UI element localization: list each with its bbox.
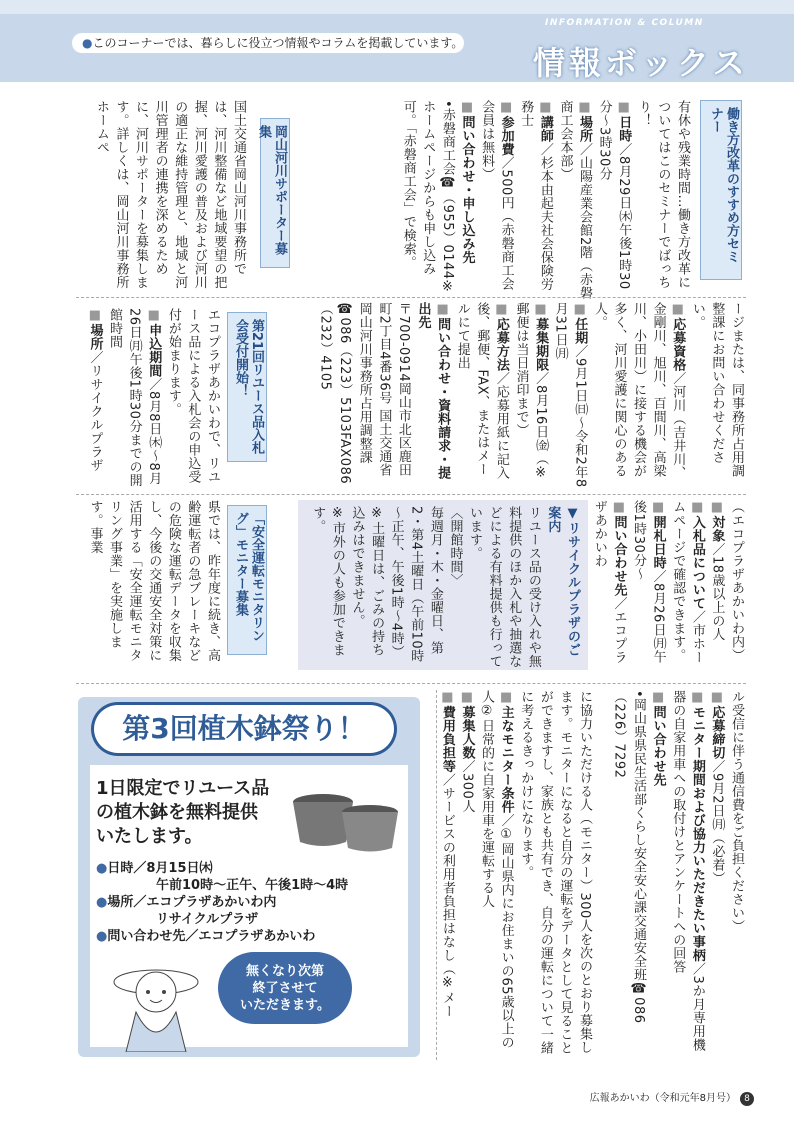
safe-num: ／300人 bbox=[459, 759, 475, 813]
page-title: 情報ボックス bbox=[533, 44, 749, 82]
auction-cont: （エコプラザあかいわ内） bbox=[729, 500, 744, 662]
plaza-note2: ※市外の人も参加できます。 bbox=[310, 506, 345, 657]
bubble-line1: 無くなり次第 bbox=[245, 964, 324, 979]
safe-deadline: ／9月2日㈪（必着） bbox=[709, 759, 725, 886]
festival-lead bbox=[96, 777, 269, 849]
seminar-fee: ／500円（赤磐商工会会員は無料） bbox=[479, 100, 514, 291]
auction-contact: ／エコプラザあかいわ bbox=[591, 500, 627, 664]
river-method-label: 応募方法 bbox=[493, 317, 509, 372]
auction-bid: ／市ホームページで確認できます。 bbox=[670, 500, 705, 664]
safe-cond-label: 主なモニター条件 bbox=[498, 705, 514, 814]
river-cont: ージまたは、同事務所占用調整課にお問い合わせください。 bbox=[689, 302, 744, 478]
bullet-icon: ● bbox=[96, 861, 108, 876]
auction-body: エコプラザあかいわで、リユース品による入札会の申込受付が始まります。 ■申込期間／8月8日㈭～8月26日㈪午後1時30分までの開館時間 ■場所／リサイクルプラザ bbox=[87, 308, 220, 487]
safe-fee-label: 費用負担等 bbox=[439, 705, 455, 773]
safe-fee: ／サービスの利用者負担はなし（※メー bbox=[439, 773, 455, 1018]
festival-place-2: リサイクルプラザ bbox=[156, 912, 259, 927]
auction-place-label: 場所 bbox=[87, 323, 103, 351]
auction-intro: エコプラザあかいわで、リユース品による入札会の申込受付が始まります。 bbox=[165, 308, 220, 484]
river-req-label: 応募資格 bbox=[670, 317, 686, 372]
auction-target-label: 対象 bbox=[709, 515, 725, 543]
festival-details bbox=[96, 860, 348, 945]
river-contact: 〒700-0914岡山市北区鹿田町2丁目4番36号 国土交通省岡山河川事務所占用調整課☎086（223）5103FAX086（232）4105 bbox=[317, 302, 411, 485]
plaza-heading: ▼リサイクルプラザのご案内 bbox=[545, 506, 580, 657]
gardener-illustration bbox=[106, 952, 206, 1052]
seminar-body: 有休や残業時間…働き方改革についてはこのセミナーでばっちり！ ■日時／8月29日㈭午後1時30分～3時30分 ■場所／山陽産業会館2階（赤磐商工会本部） ■講師／杉本由起夫社会保険労務士 ■参加費／500円（赤磐商工会会員は無料） ■問い合わせ・申し込み先 •赤磐商工会☎（955）0144※ホームページからも申し込み可。「赤磐商工会」で検索。 bbox=[400, 100, 690, 300]
seminar-lecturer: ／杉本由起夫社会保険労務士 bbox=[518, 100, 553, 291]
auction-contact-label: 問い合わせ先 bbox=[611, 515, 627, 597]
safe-cond: ／①岡山県内にお住まいの65歳以上の人②日常的に自家用車を運転する人 bbox=[479, 690, 514, 1050]
auction-app-label: 申込期間 bbox=[146, 323, 162, 378]
bullet-icon: ● bbox=[82, 36, 93, 50]
river-period-label: 募集期限 bbox=[533, 317, 549, 372]
intro-text: このコーナーでは、暮らしに役立つ情報やコラムを掲載しています。 bbox=[92, 36, 464, 50]
plaza-note1: ※土曜日は、ごみの持ち込みはできません。 bbox=[349, 506, 385, 657]
page-footer bbox=[590, 1089, 754, 1106]
river-supporter-details: ージまたは、同事務所占用調整課にお問い合わせください。 ■応募資格／河川（吉井川、金剛川、旭川、百間川、高梁川、小田川）に接する機会が多く、河川愛護に関心のある人。 ■任期／9月1日㈰～令和2年8月31日㈪ ■募集期限／8月16日㈮（※郵便は当日消印まで） ■応募方法／応募用紙に記入後、郵便、FAX、またはメールにて提出 ■問い合わせ・資料請求・提出先 〒700-0914岡山市北区鹿田町2丁目4番36号 国土交通省岡山河川事務所占用調整課☎086（223）5103FAX086（232）4105 bbox=[317, 302, 744, 488]
festival-lead-line3: いたします。 bbox=[96, 826, 203, 847]
seminar-contact-label: 問い合わせ・申し込み先 bbox=[459, 115, 475, 264]
river-req: ／河川（吉井川、金剛川、旭川、百間川、高梁川、小田川）に接する機会が多く、河川愛護に関心のある人。 bbox=[591, 302, 686, 480]
safe-driving-body: 県では、昨年度に続き、高齢運転者の急ブレーキなどの危険な運転データを収集し、今後の交通安全対策に活用する「安全運転モニタリング事業」を実施します。事業 bbox=[87, 500, 220, 662]
auction-app: ／8月8日㈭～8月26日㈪午後1時30分までの開館時間 bbox=[107, 308, 162, 487]
intro-banner bbox=[72, 33, 464, 53]
safe-num-label: 募集人数 bbox=[459, 705, 475, 760]
seminar-lecturer-label: 講師 bbox=[537, 115, 553, 143]
auction-date-label: 開札日時 bbox=[650, 515, 666, 570]
river-supporter-body: 国土交通省岡山河川事務所では、河川整備など地域要望の把握、河川愛護の普及および河川の適正な維持管理と、地域と河川管理者の連携を深めるために、河川サポーターを募集します。詳しくは、岡山河川事務所ホームペ bbox=[93, 100, 246, 289]
divider bbox=[76, 683, 746, 684]
festival-contact-label: 問い合わせ先 bbox=[107, 929, 186, 944]
bullet-icon: ● bbox=[96, 895, 108, 910]
river-period: ／8月16日㈮（※郵便は当日消印まで） bbox=[513, 302, 549, 481]
plant-pot-festival bbox=[78, 697, 420, 1057]
festival-date-label: 日時 bbox=[107, 861, 134, 876]
safe-contact: •岡山県県民生活部くらし安全安心課交通安全班☎086（226）7292 bbox=[611, 690, 647, 1024]
plaza-body bbox=[306, 506, 582, 668]
bullet-icon: ● bbox=[96, 929, 108, 944]
safe-driving-details: に協力いただける人（モニター）300人を次のとおり募集します。モニターになると自分の運転をデータとして見ることができますし、家族とも共有でき、自分の運転について一緒に考えるきっかけになります。 ■主なモニター条件／①岡山県内にお住まいの65歳以上の人②日常的に自家用車を運転する人 ■募集人数／300人 ■費用負担等／サービスの利用者負担はなし（※メー bbox=[439, 690, 592, 1055]
festival-time: 午前10時～正午、午後1時～4時 bbox=[156, 878, 349, 893]
divider bbox=[76, 297, 746, 298]
safe-driving-heading: 「安全運転モニタリング」モニター募集 bbox=[227, 505, 267, 655]
safe-deadline-label: 応募締切 bbox=[709, 705, 725, 760]
bubble-line3: いただきます。 bbox=[240, 998, 330, 1013]
safe-task: ／3か月専用機器の自家用車への取付けとアンケートへの回答 bbox=[670, 690, 705, 1052]
festival-place: ／エコプラザあかいわ内 bbox=[133, 895, 277, 910]
auction-place: ／リサイクルプラザ bbox=[87, 350, 103, 472]
seminar-contact: •赤磐商工会☎（955）0144※ホームページからも申し込み可。「赤磐商工会」で検索。 bbox=[400, 100, 455, 296]
festival-title: 第3回植木鉢祭り！ bbox=[94, 705, 394, 753]
river-term: ／9月1日㈰～令和2年8月31日㈪ bbox=[552, 302, 588, 488]
festival-lead-line1: 1日限定でリユース品 bbox=[96, 778, 270, 799]
safe-contact-label: 問い合わせ先 bbox=[650, 705, 666, 787]
seminar-place: ／山陽産業会館2階（赤磐商工会本部） bbox=[557, 100, 593, 300]
auction-bid-label: 入札品について bbox=[689, 515, 705, 610]
plaza-hours-label: 〈開館時間〉 bbox=[447, 506, 463, 587]
safe-cont: に協力いただける人（モニター）300人を次のとおり募集します。モニターになると自分の運転をデータとして見ることができますし、家族とも共有でき、自分の運転について一緒に考えるきっかけになります。 bbox=[518, 690, 592, 1055]
river-contact-label: 問い合わせ・資料請求・提出先 bbox=[415, 302, 451, 480]
auction-date: ／8月26日㈪午後1時30分～ bbox=[631, 500, 666, 664]
festival-lead-line2: の植木鉢を無料提供 bbox=[96, 802, 258, 823]
safe-task-label: モニター期間および協力いただきたい事柄 bbox=[689, 705, 705, 962]
safe-cont2: ル受信に伴う通信費をご負担ください） bbox=[729, 690, 744, 933]
seminar-lead: 有休や残業時間…働き方改革についてはこのセミナーでばっちり！ bbox=[635, 100, 690, 289]
plaza-hours: 毎週月・木・金曜日、第2・第4土曜日（午前10時～正午、午後1時～4時） bbox=[388, 506, 443, 663]
seminar-heading: 働き方改革のすすめ方セミナー bbox=[700, 100, 742, 280]
festival-date: ／8月15日㈭ bbox=[133, 861, 213, 876]
footer-text: 広報あかいわ（令和元年8月号） bbox=[589, 1093, 736, 1104]
header-top-bar bbox=[0, 0, 794, 14]
festival-contact: ／エコプラザあかいわ bbox=[185, 929, 316, 944]
plaza-intro: リユース品の受け入れや無料提供のほか入札や抽選などによる有料提供も行っています。 bbox=[467, 506, 541, 668]
festival-place-label: 場所 bbox=[107, 895, 134, 910]
auction-heading: 第21回リユース品入札会受付開始！ bbox=[227, 312, 267, 462]
seminar-place-label: 場所 bbox=[577, 115, 593, 143]
seminar-date-label: 日時 bbox=[616, 115, 632, 143]
auction-target: ／18歳以上の人 bbox=[709, 542, 725, 642]
page-number: 8 bbox=[740, 1092, 754, 1106]
seminar-fee-label: 参加費 bbox=[498, 115, 514, 156]
bubble-line2: 終了させて bbox=[252, 981, 318, 996]
river-method: ／応募用紙に記入後、郵便、FAX、またはメールにて提出 bbox=[454, 302, 509, 480]
divider bbox=[76, 494, 746, 495]
auction-details: （エコプラザあかいわ内） ■対象／18歳以上の人 ■入札品について／市ホームページで確認できます。 ■開札日時／8月26日㈪午後1時30分～ ■問い合わせ先／エコプラザあかいわ bbox=[591, 500, 744, 664]
plant-pot-illustration bbox=[278, 782, 408, 857]
festival-note-bubble bbox=[218, 952, 352, 1024]
header-subtitle: INFORMATION & COLUMN bbox=[545, 18, 704, 28]
safe-driving-details-2: ル受信に伴う通信費をご負担ください） ■応募締切／9月2日㈪（必着） ■モニター期間および協力いただきたい事柄／3か月専用機器の自家用車への取付けとアンケートへの回答 ■問い合わせ先 •岡山県県民生活部くらし安全安心課交通安全班☎086（226）7292 bbox=[611, 690, 744, 1052]
river-supporter-heading: 岡山河川サポーター募集 bbox=[260, 118, 290, 268]
river-term-label: 任期 bbox=[572, 317, 588, 345]
seminar-date: ／8月29日㈭午後1時30分～3時30分 bbox=[596, 100, 632, 290]
